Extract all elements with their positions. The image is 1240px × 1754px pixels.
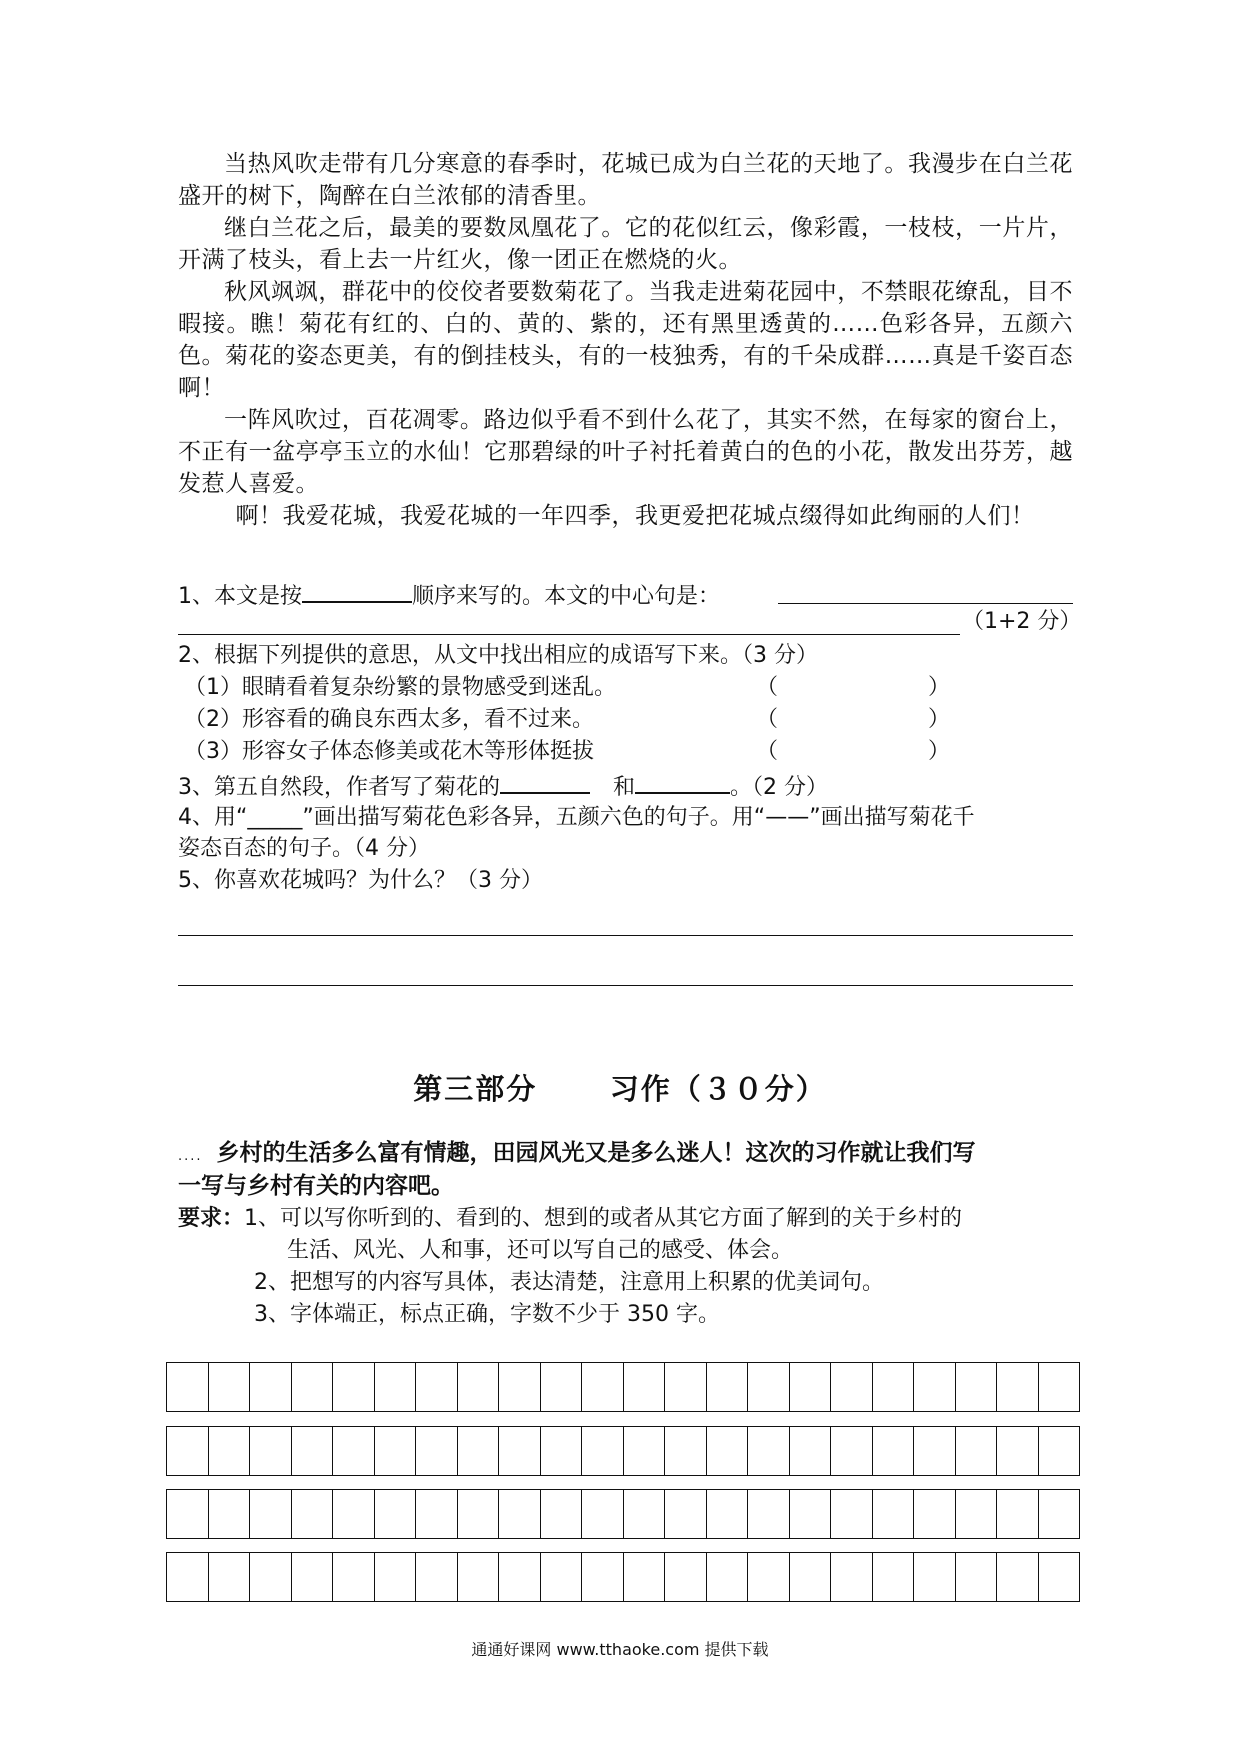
grid-cell[interactable] [707, 1490, 749, 1538]
answer-paren-close: ） [928, 739, 951, 764]
grid-cell[interactable] [956, 1363, 998, 1411]
grid-cell[interactable] [499, 1553, 541, 1601]
question-2-item [184, 705, 950, 735]
grid-cell[interactable] [167, 1427, 209, 1475]
grid-cell[interactable] [541, 1427, 583, 1475]
passage-paragraph: 继白兰花之后，最美的要数凤凰花了。它的花似红云，像彩霞，一枝枝，一片片，开满了枝头，看上去一片红火，像一团正在燃烧的火。 [178, 215, 1073, 273]
grid-row [166, 1362, 1080, 1412]
grid-cell[interactable] [458, 1427, 500, 1475]
answer-blank-aspect-1[interactable] [500, 770, 590, 794]
grid-cell[interactable] [790, 1490, 832, 1538]
grid-cell[interactable] [582, 1490, 624, 1538]
grid-cell[interactable] [458, 1553, 500, 1601]
question-2-item [184, 673, 950, 703]
question-4-line-1: 4、用“_____”画出描写菊花色彩各异，五颜六色的句子。用“——”画出描写菊花千 [178, 805, 975, 830]
grid-cell[interactable] [333, 1553, 375, 1601]
grid-cell[interactable] [209, 1363, 251, 1411]
answer-line-q5[interactable] [178, 985, 1073, 986]
grid-cell[interactable] [209, 1553, 251, 1601]
grid-cell[interactable] [292, 1427, 334, 1475]
grid-cell[interactable] [748, 1490, 790, 1538]
question-2-item-text: （1）眼睛看着复杂纷繁的景物感受到迷乱。 [184, 675, 616, 700]
grid-cell[interactable] [375, 1553, 417, 1601]
question-1-score: （1+2 分） [962, 609, 1082, 634]
grid-row [166, 1426, 1080, 1476]
composition-intro-line-2: 一写与乡村有关的内容吧。 [178, 1173, 454, 1199]
grid-cell[interactable] [790, 1553, 832, 1601]
grid-cell[interactable] [665, 1427, 707, 1475]
answer-paren-open: （ [756, 707, 779, 732]
grid-cell[interactable] [209, 1490, 251, 1538]
grid-cell[interactable] [665, 1490, 707, 1538]
grid-cell[interactable] [914, 1490, 956, 1538]
grid-cell[interactable] [416, 1553, 458, 1601]
grid-cell[interactable] [416, 1427, 458, 1475]
grid-cell[interactable] [250, 1553, 292, 1601]
grid-cell[interactable] [707, 1363, 749, 1411]
grid-cell[interactable] [873, 1553, 915, 1601]
grid-cell[interactable] [541, 1363, 583, 1411]
grid-cell[interactable] [167, 1363, 209, 1411]
grid-cell[interactable] [582, 1553, 624, 1601]
answer-paren-open: （ [756, 675, 779, 700]
question-2-item [184, 737, 950, 767]
grid-cell[interactable] [167, 1553, 209, 1601]
grid-cell[interactable] [997, 1363, 1039, 1411]
grid-cell[interactable] [831, 1490, 873, 1538]
grid-cell[interactable] [831, 1553, 873, 1601]
answer-paren-close: ） [928, 707, 951, 732]
grid-cell[interactable] [582, 1427, 624, 1475]
requirement-2: 2、把想写的内容写具体，表达清楚，注意用上积累的优美词句。 [254, 1270, 884, 1295]
grid-cell[interactable] [1039, 1490, 1080, 1538]
grid-cell[interactable] [748, 1427, 790, 1475]
requirement-1-line-2: 生活、风光、人和事，还可以写自己的感受、体会。 [287, 1238, 794, 1263]
passage-paragraph: 秋风飒飒，群花中的佼佼者要数菊花了。当我走进菊花园中，不禁眼花缭乱，目不暇接。瞧！菊花有红的、白的、黄的、紫的，还有黑里透黄的……色彩各异，五颜六色。菊花的姿态更美，有的倒挂枝头，有的一枝独秀，有的千朵成群……真是千姿百态啊！ [178, 279, 1073, 401]
grid-cell[interactable] [790, 1427, 832, 1475]
question-3 [178, 770, 828, 803]
answer-blank-aspect-2[interactable] [635, 770, 730, 794]
grid-cell[interactable] [873, 1363, 915, 1411]
passage-paragraph: 啊！我爱花城，我爱花城的一年四季，我更爱把花城点缀得如此绚丽的人们！ [235, 503, 1035, 529]
grid-cell[interactable] [624, 1490, 666, 1538]
grid-cell[interactable] [416, 1363, 458, 1411]
grid-cell[interactable] [1039, 1427, 1080, 1475]
grid-cell[interactable] [707, 1427, 749, 1475]
grid-cell[interactable] [1039, 1553, 1080, 1601]
answer-line-q5[interactable] [178, 935, 1073, 936]
grid-cell[interactable] [416, 1490, 458, 1538]
grid-cell[interactable] [333, 1490, 375, 1538]
question-1-prefix: 1、本文是按 [178, 584, 302, 609]
grid-cell[interactable] [292, 1490, 334, 1538]
grid-cell[interactable] [1039, 1363, 1080, 1411]
grid-cell[interactable] [250, 1490, 292, 1538]
passage-paragraph: 当热风吹走带有几分寒意的春季时，花城已成为白兰花的天地了。我漫步在白兰花盛开的树下，陶醉在白兰浓郁的清香里。 [178, 151, 1073, 209]
grid-cell[interactable] [499, 1490, 541, 1538]
requirement-3: 3、字体端正，标点正确，字数不少于 350 字。 [254, 1302, 720, 1327]
answer-blank-order[interactable] [302, 579, 412, 603]
grid-cell[interactable] [333, 1427, 375, 1475]
grid-cell[interactable] [250, 1363, 292, 1411]
grid-cell[interactable] [458, 1490, 500, 1538]
grid-cell[interactable] [707, 1553, 749, 1601]
question-2-item-text: （3）形容女子体态修美或花木等形体挺拔 [184, 739, 594, 764]
grid-cell[interactable] [167, 1490, 209, 1538]
grid-cell[interactable] [831, 1427, 873, 1475]
answer-line-center-sentence-2[interactable] [178, 634, 960, 635]
grid-cell[interactable] [624, 1553, 666, 1601]
requirement-label: 要求： [178, 1206, 245, 1231]
emphasis-dots: .... [178, 1149, 203, 1164]
answer-paren-open: （ [756, 739, 779, 764]
passage-paragraph: 一阵风吹过，百花凋零。路边似乎看不到什么花了，其实不然，在每家的窗台上，不正有一盆亭亭玉立的水仙！它那碧绿的叶子衬托着黄白的色的小花，散发出芬芳，越发惹人喜爱。 [178, 407, 1073, 497]
question-1 [178, 579, 720, 612]
grid-cell[interactable] [292, 1363, 334, 1411]
grid-cell[interactable] [665, 1363, 707, 1411]
answer-paren-close: ） [928, 675, 951, 700]
question-4-line-2: 姿态百态的句子。（4 分） [178, 836, 430, 861]
grid-cell[interactable] [956, 1427, 998, 1475]
grid-row [166, 1489, 1080, 1539]
section-title: 第三部分 习作（３０分） [413, 1072, 827, 1106]
grid-cell[interactable] [997, 1427, 1039, 1475]
grid-row [166, 1552, 1080, 1602]
question-5: 5、你喜欢花城吗？为什么？（3 分） [178, 868, 543, 893]
requirement-1 [178, 1203, 1073, 1234]
footer-credit: 通通好课网 www.tthaoke.com 提供下载 [471, 1640, 769, 1659]
composition-intro [178, 1137, 1073, 1173]
grid-cell[interactable] [375, 1427, 417, 1475]
question-3-prefix: 3、第五自然段，作者写了菊花的 [178, 775, 500, 800]
grid-cell[interactable] [375, 1363, 417, 1411]
grid-cell[interactable] [624, 1363, 666, 1411]
grid-cell[interactable] [458, 1363, 500, 1411]
grid-cell[interactable] [831, 1363, 873, 1411]
grid-cell[interactable] [333, 1363, 375, 1411]
grid-cell[interactable] [499, 1427, 541, 1475]
grid-cell[interactable] [873, 1427, 915, 1475]
grid-cell[interactable] [541, 1490, 583, 1538]
grid-cell[interactable] [873, 1490, 915, 1538]
grid-cell[interactable] [914, 1553, 956, 1601]
grid-cell[interactable] [209, 1427, 251, 1475]
grid-cell[interactable] [997, 1490, 1039, 1538]
grid-cell[interactable] [292, 1553, 334, 1601]
question-2-item-text: （2）形容看的确良东西太多，看不过来。 [184, 707, 594, 732]
grid-cell[interactable] [375, 1490, 417, 1538]
answer-line-center-sentence[interactable] [778, 603, 1073, 604]
grid-cell[interactable] [914, 1427, 956, 1475]
grid-cell[interactable] [790, 1363, 832, 1411]
grid-cell[interactable] [914, 1363, 956, 1411]
grid-cell[interactable] [624, 1427, 666, 1475]
grid-cell[interactable] [665, 1553, 707, 1601]
grid-cell[interactable] [541, 1553, 583, 1601]
question-3-and: 和 [613, 775, 636, 800]
grid-cell[interactable] [956, 1490, 998, 1538]
requirement-1-line-1: 1、可以写你听到的、看到的、想到的或者从其它方面了解到的关于乡村的 [244, 1206, 963, 1231]
grid-cell[interactable] [499, 1363, 541, 1411]
writing-grid[interactable] [166, 1362, 1082, 1624]
grid-cell[interactable] [748, 1363, 790, 1411]
grid-cell[interactable] [956, 1553, 998, 1601]
question-1-suffix: 顺序来写的。本文的中心句是： [412, 584, 721, 609]
question-3-score: 。（2 分） [730, 775, 829, 800]
composition-intro-line-1: 乡村的生活多么富有情趣，田园风光又是多么迷人！这次的习作就让我们写 [216, 1140, 976, 1166]
grid-cell[interactable] [250, 1427, 292, 1475]
grid-cell[interactable] [997, 1553, 1039, 1601]
grid-cell[interactable] [582, 1363, 624, 1411]
question-2: 2、根据下列提供的意思，从文中找出相应的成语写下来。（3 分） [178, 643, 818, 668]
grid-cell[interactable] [748, 1553, 790, 1601]
